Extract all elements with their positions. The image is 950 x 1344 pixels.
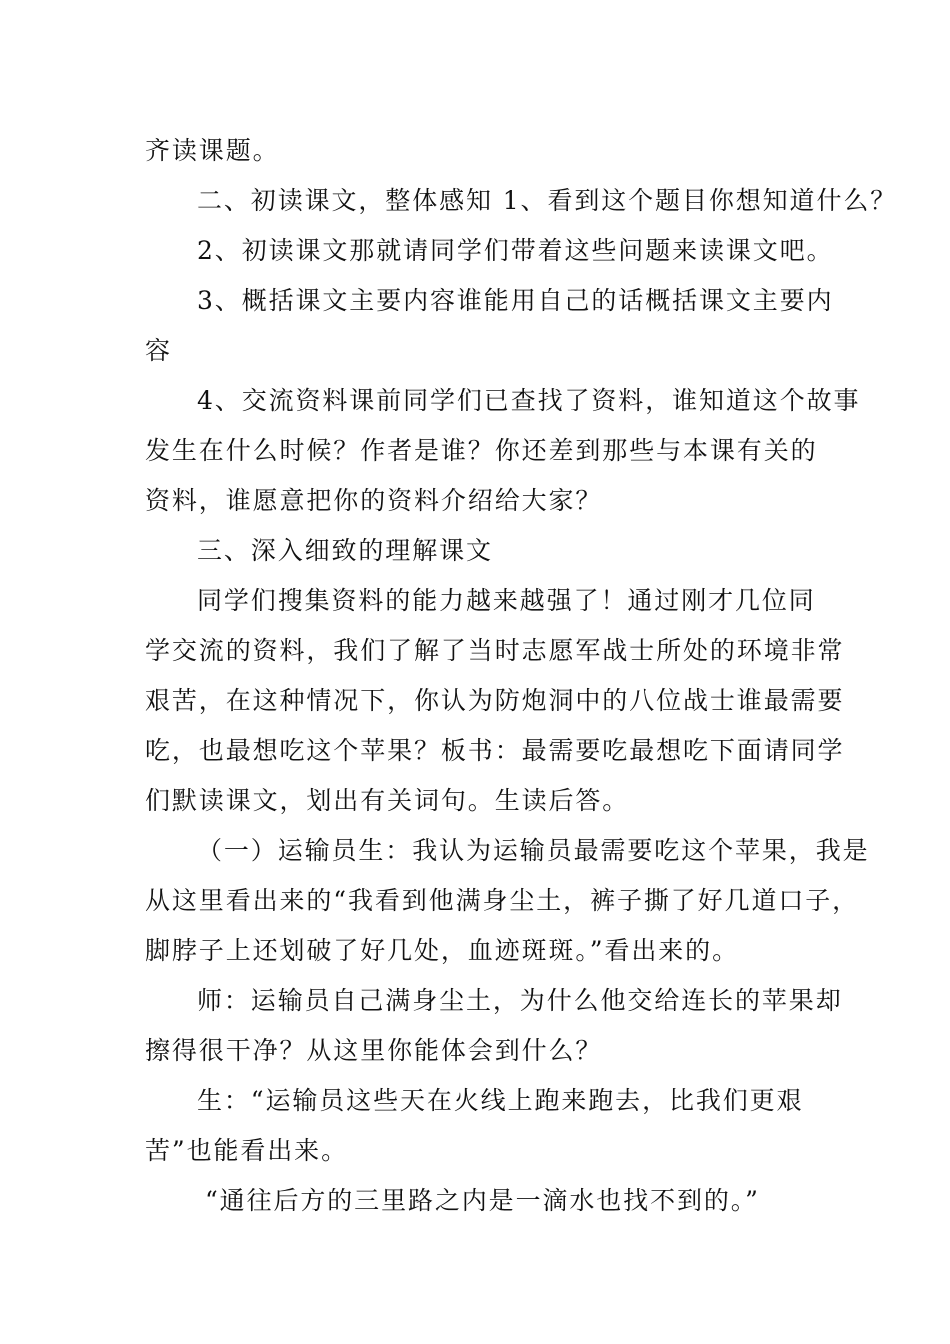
text-line: 生：“运输员这些天在火线上跑来跑去，比我们更艰 <box>197 1086 804 1115</box>
text-line: 们默读课文，划出有关词句。生读后答。 <box>145 786 630 815</box>
text-line: 师：运输员自己满身尘土，为什么他交给连长的苹果却 <box>197 986 843 1015</box>
text-line: 吃，也最想吃这个苹果？板书：最需要吃最想吃下面请同学 <box>145 736 845 765</box>
text-line: 从这里看出来的“我看到他满身尘土，裤子撕了好几道口子， <box>145 886 860 915</box>
text-line: “通往后方的三里路之内是一滴水也找不到的。” <box>205 1186 760 1215</box>
text-line: 4、交流资料课前同学们已查找了资料，谁知道这个故事 <box>197 386 861 415</box>
text-line: 学交流的资料，我们了解了当时志愿军战士所处的环境非常 <box>145 636 845 665</box>
text-line: 擦得很干净？从这里你能体会到什么？ <box>145 1036 603 1065</box>
text-line: （一）运输员生：我认为运输员最需要吃这个苹果，我是 <box>197 836 870 865</box>
section-heading: 三、深入细致的理解课文 <box>197 536 493 565</box>
text-line: 艰苦，在这种情况下，你认为防炮洞中的八位战士谁最需要 <box>145 686 845 715</box>
text-line: 发生在什么时候？作者是谁？你还差到那些与本课有关的 <box>145 436 818 465</box>
text-line: 脚脖子上还划破了好几处，血迹斑斑。”看出来的。 <box>145 936 739 965</box>
text-line: 资料，谁愿意把你的资料介绍给大家？ <box>145 486 603 515</box>
text-line: 容 <box>145 336 172 365</box>
text-line: 3、概括课文主要内容谁能用自己的话概括课文主要内 <box>197 286 834 315</box>
text-line: 2、初读课文那就请同学们带着这些问题来读课文吧。 <box>197 236 834 265</box>
text-line: 齐读课题。 <box>145 136 280 165</box>
text-line: 二、初读课文，整体感知 1、看到这个题目你想知道什么？ <box>197 186 898 215</box>
text-line: 苦”也能看出来。 <box>145 1136 348 1165</box>
text-line: 同学们搜集资料的能力越来越强了！通过刚才几位同 <box>197 586 816 615</box>
